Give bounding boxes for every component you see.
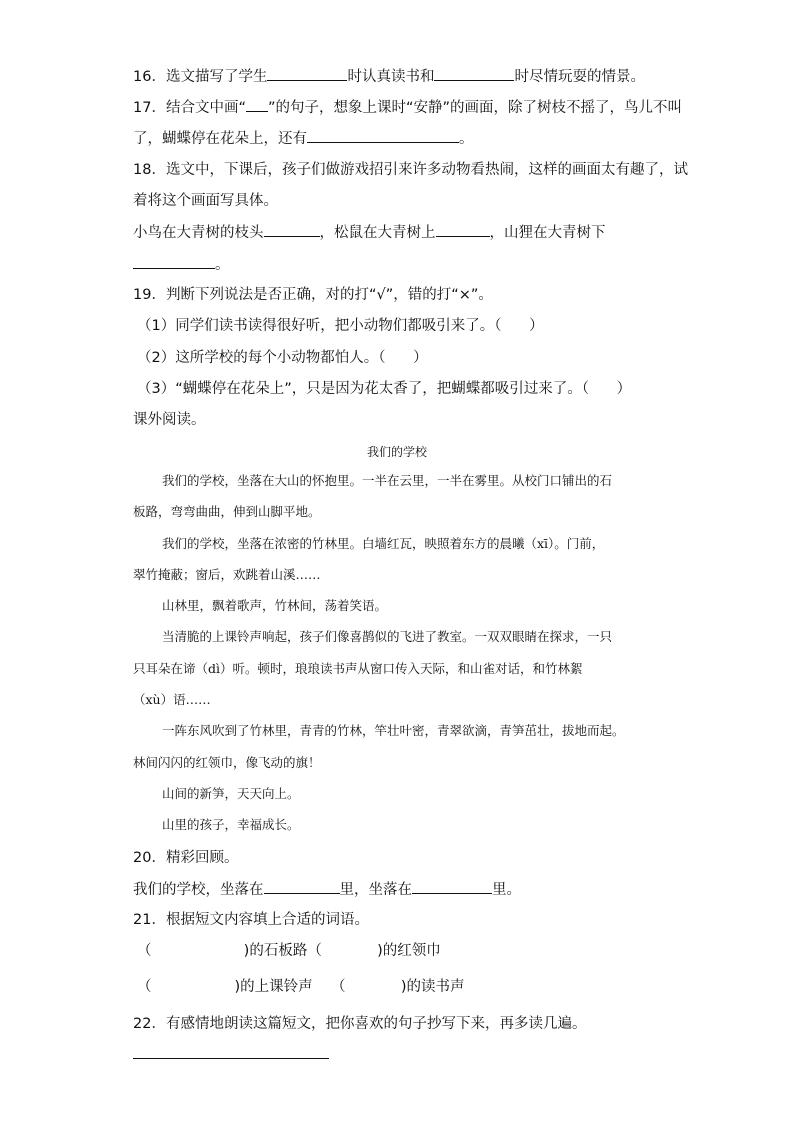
passage-title: 我们的学校 — [366, 445, 427, 459]
question-22-title: 22．有感情地朗读这篇短文，把你喜欢的句子抄写下来，再多读几遍。 — [133, 1016, 587, 1032]
passage-line: 一阵东风吹到了竹林里，青青的竹林，竿壮叶密，青翠欲滴，青笋茁壮，拔地而起。 — [162, 723, 625, 738]
question-21-title: 21．根据短文内容填上合适的词语。 — [133, 912, 369, 928]
q17-text-d: 。 — [459, 131, 474, 147]
passage-line: 山林里，飘着歌声，竹林间，荡着笑语。 — [162, 598, 388, 613]
q21-row-2[interactable]: （ )的上课铃声 （ )的读书声 — [137, 979, 465, 995]
q16-blank-1[interactable] — [267, 66, 347, 81]
question-18-line-1: 18．选文中，下课后，孩子们做游戏招引来许多动物看热闹，这样的画面太有趣了，试 — [133, 162, 688, 178]
q17-underline-mark — [246, 97, 268, 112]
q16-text-b: 时认真读书和 — [347, 69, 435, 85]
q18-blank-3[interactable] — [133, 254, 215, 269]
q19-item-2: （2）这所学校的每个小动物都怕人。（ ） — [137, 350, 428, 366]
passage-line: 山间的新笋，天天向上。 — [162, 786, 300, 801]
question-20-line — [133, 879, 521, 900]
question-19-title: 19．判断下列说法是否正确，对的打“√”，错的打“×”。 — [133, 287, 493, 303]
question-17-line-1 — [133, 97, 682, 118]
question-18-line-2: 着将这个画面写具体。 — [133, 193, 278, 209]
q18-text-c: ，山狸在大青树下 — [489, 225, 606, 241]
q17-text-a: 17．结合文中画“ — [133, 100, 246, 116]
question-18-line-4 — [133, 254, 230, 275]
passage-line: 林间闪闪的红领巾，像飞动的旗！ — [133, 755, 321, 770]
q16-text-a: 16．选文描写了学生 — [133, 69, 268, 85]
passage-line: 我们的学校，坐落在大山的怀抱里。一半在云里，一半在雾里。从校门口铺出的石 — [162, 473, 613, 488]
question-18-line-3 — [133, 222, 606, 243]
passage-line: 我们的学校，坐落在浓密的竹林里。白墙红瓦，映照着东方的晨曦（xī）。门前， — [162, 536, 605, 551]
question-20-title: 20．精彩回顾。 — [133, 850, 239, 866]
q17-blank[interactable] — [307, 128, 459, 143]
q20-blank-2[interactable] — [412, 879, 492, 894]
q20-text-a: 我们的学校，坐落在 — [133, 882, 264, 898]
q18-text-a: 小鸟在大青树的枝头 — [133, 225, 264, 241]
q18-blank-2[interactable] — [436, 222, 490, 237]
q20-text-c: 里。 — [492, 882, 521, 898]
q19-item-1: （1）同学们读书读得很好听，把小动物们都吸引来了。（ ） — [137, 318, 544, 334]
q20-blank-1[interactable] — [264, 879, 340, 894]
question-17-line-2 — [133, 128, 474, 149]
q21-row-1[interactable]: （ )的石板路（ )的红领巾 — [137, 943, 441, 959]
q18-blank-1[interactable] — [264, 222, 320, 237]
passage-line: 只耳朵在谛（dì）听。顿时，琅琅读书声从窗口传入天际，和山雀对话，和竹林絮 — [133, 661, 583, 676]
q19-item-3: （3）“蝴蝶停在花朵上”，只是因为花太香了，把蝴蝶都吸引过来了。（ ） — [137, 381, 632, 397]
q17-text-b: ”的句子，想象上课时“安静”的画面，除了树枝不摇了，鸟儿不叫 — [267, 100, 683, 116]
q17-text-c: 了，蝴蝶停在花朵上，还有 — [133, 131, 307, 147]
passage-line: 翠竹掩蔽；窗后，欢跳着山溪…… — [133, 567, 321, 582]
passage-line: 当清脆的上课铃声响起，孩子们像喜鹊似的飞进了教室。一双双眼睛在探求，一只 — [162, 629, 613, 644]
section-label: 课外阅读。 — [133, 412, 206, 428]
q22-answer-line[interactable] — [133, 1058, 329, 1059]
q18-text-b: ，松鼠在大青树上 — [319, 225, 436, 241]
passage-line: 山里的孩子，幸福成长。 — [162, 817, 300, 832]
q16-blank-2[interactable] — [434, 66, 514, 81]
question-16 — [133, 66, 645, 87]
passage-line: （xù）语…… — [133, 692, 211, 707]
q20-text-b: 里，坐落在 — [339, 882, 412, 898]
q18-text-d: 。 — [215, 257, 230, 273]
q16-text-c: 时尽情玩耍的情景。 — [514, 69, 645, 85]
passage-line: 板路，弯弯曲曲，伸到山脚平地。 — [133, 504, 321, 519]
